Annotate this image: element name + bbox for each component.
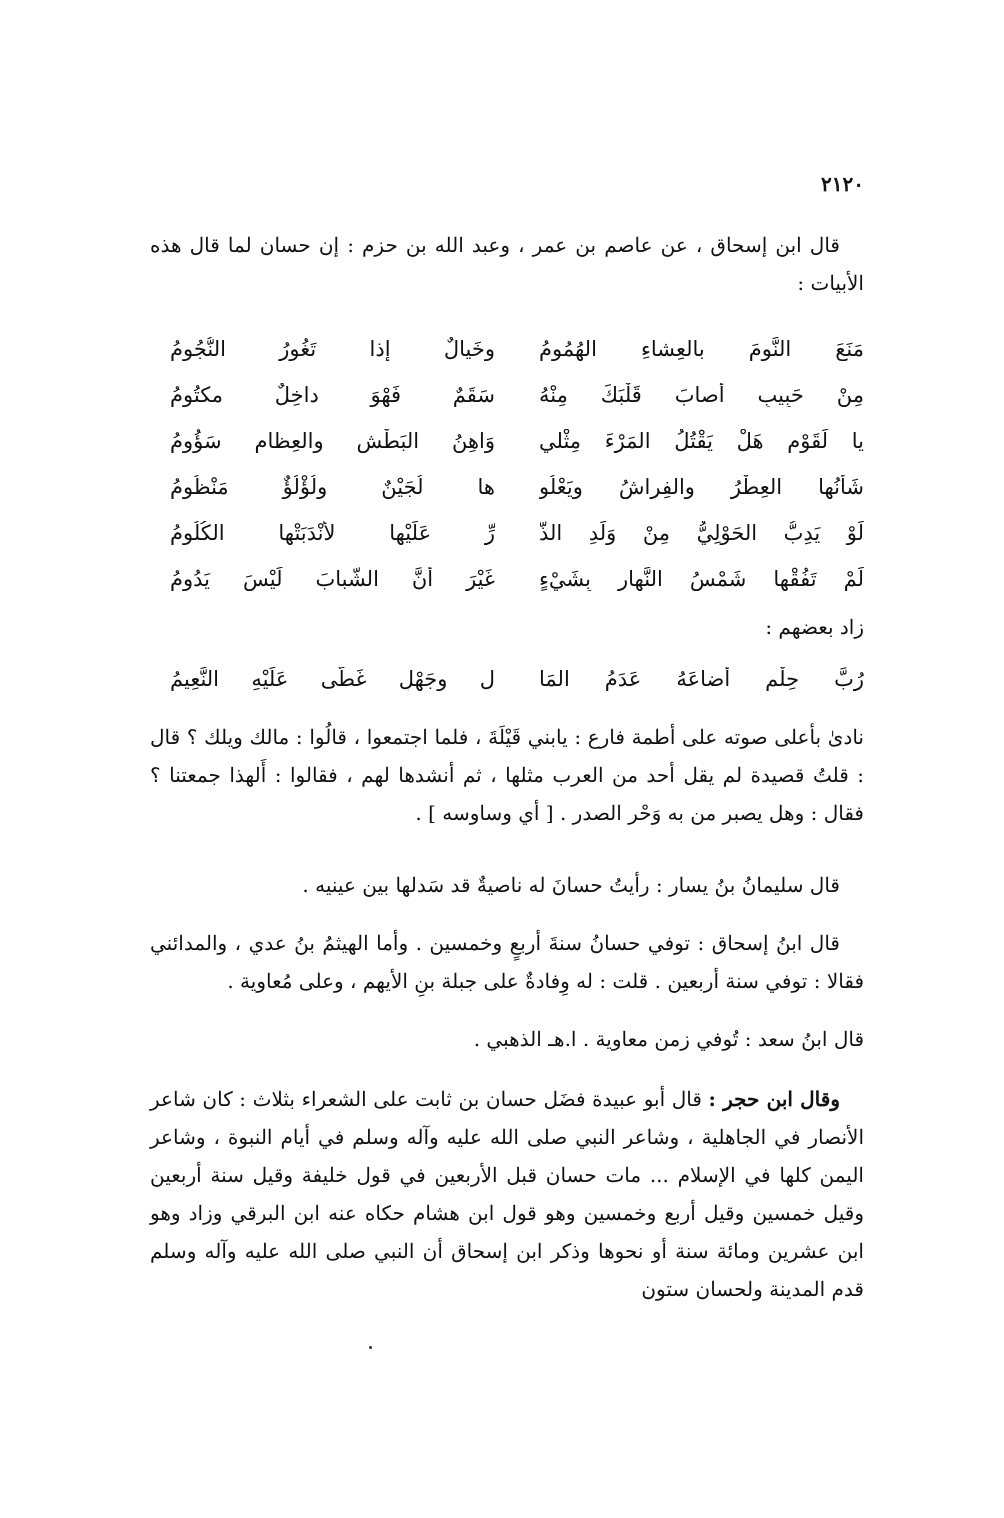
paragraph-3 — [150, 924, 864, 1000]
poem-verse — [170, 372, 864, 418]
intro-text: قال ابن إسحاق ، عن عاصم بن عمر ، وعبد الله بن حزم : إن حسان لما قال هذه الأبيات : — [150, 233, 864, 295]
addition-label: زاد بعضهم : — [765, 615, 864, 639]
paragraph-body: قال أبو عبيدة فضَل حسان بن ثابت على الشعراء بثلاث : كان شاعر الأنصار في الجاهلية ، وشاعر النبي صلى الله عليه وآله وسلم في أيام النبوة ، وشاعر اليمن كلها في الإسلام ... مات حسان قبل الأربعين في قول خليفة وقيل سنة أربعين وقيل خمسين وقيل أربع وخمسين وهو قول ابن هشام حكاه عنه ابن البرقي وزاد وهو ابن عشرين ومائة سنة أو نحوها وذكر ابن إسحاق أن النبي صلى الله عليه وآله وسلم قدم المدينة ولحسان ستون — [150, 1087, 864, 1301]
paragraph-text: قال ابنُ إسحاق : توفي حسانُ سنةَ أربعٍ وخمسين . وأما الهيثمُ بنُ عدي ، والمدائني فقالا : توفي سنة أربعين . قلت : له وِفادةٌ على جبلة بنِ الأيهم ، وعلى مُعاوية . — [150, 931, 864, 993]
verse-first-hemistich: يا لَقَوْمِ هَلْ يَقْتُلُ المَرْءَ مِثْلي — [539, 429, 864, 453]
verse-second-hemistich: غَيْرَ أَنَّ الشَّبابَ لَيْسَ يَدُومُ — [170, 567, 495, 591]
poem-verse — [170, 510, 864, 556]
addition-label-block — [150, 608, 864, 646]
extra-poem — [170, 656, 864, 702]
stray-dot — [369, 1346, 372, 1349]
verse-first-hemistich: لَوْ يَدِبُّ الحَوْلِيُّ مِنْ وَلَدِ الذَّ — [539, 521, 864, 545]
poem-verse — [170, 326, 864, 372]
paragraph-2 — [150, 866, 864, 904]
paragraph-text: قال سليمانُ بنُ يسار : رأيتُ حسانَ له ناصيةٌ قد سَدلها بين عينيه . — [302, 873, 840, 897]
verse-second-hemistich: لِ وجَهْلٍ غَطَّى عَلَيْهِ النَّعِيمُ — [170, 667, 495, 691]
verse-first-hemistich: رُبَّ حِلْمٍ أَضاعَهُ عَدَمُ المَا — [539, 667, 864, 691]
verse-first-hemistich: لَمْ تَفُقْها شَمْسُ النَّهارِ بِشَيْءٍ — [539, 567, 864, 591]
paragraph-4 — [150, 1020, 864, 1058]
paragraph-lead: وقال ابن حجر : — [708, 1087, 840, 1111]
paragraph-text: قال ابنُ سعد : تُوفي زمن معاوية . ا.هـ الذهبي . — [473, 1027, 864, 1051]
verse-second-hemistich: وَاهِنُ البَطْشِ والعِظامِ سَؤُومُ — [170, 429, 495, 453]
paragraph-text — [150, 1080, 864, 1308]
poem-verse — [170, 556, 864, 602]
intro-paragraph — [150, 226, 864, 302]
verse-first-hemistich: مِنْ حَبِيبٍ أَصابَ قَلْبَكَ مِنْهُ — [539, 383, 864, 407]
verse-second-hemistich: سَقَمٌ فَهْوَ داخِلٌ مكتُومُ — [170, 383, 495, 407]
poem-verse — [170, 464, 864, 510]
verse-second-hemistich: وخَيالٌ إذا تَغُورُ النُّجُومُ — [170, 337, 495, 361]
poem-verse — [170, 418, 864, 464]
paragraph-text: نادىٰ بأعلى صوته على أطمة فارع : يابني قَيْلَةَ ، فلما اجتمعوا ، قالُوا : مالك ويلك ؟ قال : قلتُ قصيدة لم يقل أحد من العرب مثلها ، ثم أنشدها لهم ، فقالوا : أَلهذا جمعتنا ؟ فقال : وهل يصبر من به وَحْر الصدر . [ أي وساوسه ] . — [150, 725, 865, 825]
paragraph-5 — [150, 1080, 864, 1308]
poem — [170, 326, 864, 602]
page-number: ٢١٢٠ — [821, 172, 864, 196]
paragraph-1 — [150, 718, 864, 832]
verse-second-hemistich: ها لُجَيْنٌ ولُؤْلُؤٌ مَنْظُومُ — [170, 475, 495, 499]
verse-first-hemistich: مَنَعَ النَّومَ بالعِشاءِ الهُمُومُ — [539, 337, 864, 361]
verse-second-hemistich: رِّ عَلَيْها لأَنْدَبَتْها الكُلُومُ — [170, 521, 495, 545]
verse-first-hemistich: شَأْنُها العِطْرُ والفِراشُ ويَعْلُو — [539, 475, 864, 499]
poem-verse — [170, 656, 864, 702]
